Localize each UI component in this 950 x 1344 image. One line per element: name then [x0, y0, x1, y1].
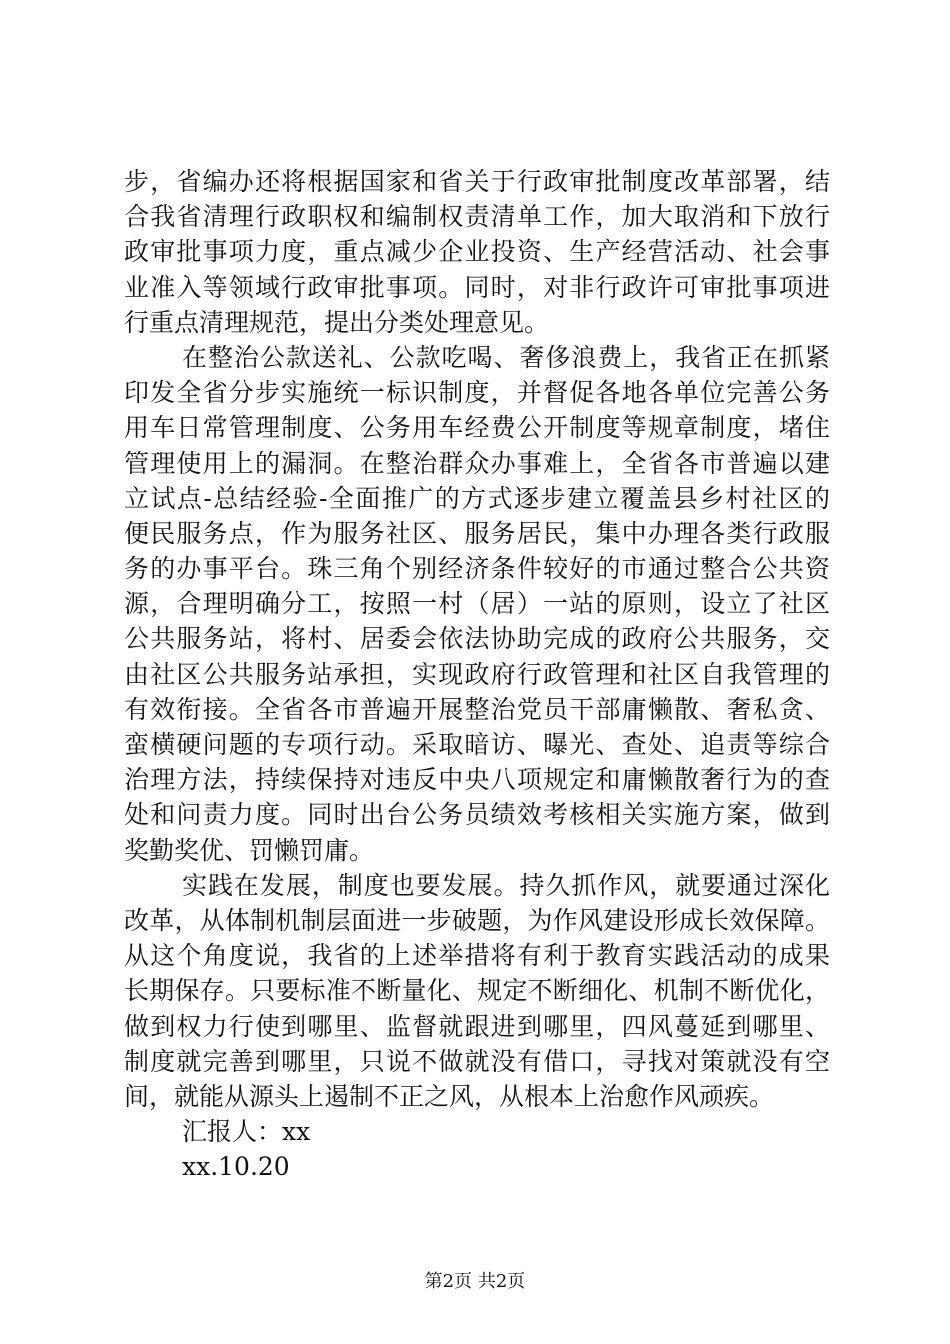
text-line: 源，合理明确分工，按照一村（居）一站的原则，设立了社区 [124, 589, 830, 619]
text-line: 实践在发展，制度也要发展。持久抓作风，就要通过深化 [182, 870, 830, 900]
text-line: 政审批事项力度，重点减少企业投资、生产经营活动、社会事 [124, 237, 830, 267]
paragraph-1 [124, 164, 830, 340]
page-number-footer: 第2页 共2页 [424, 1271, 526, 1292]
text-line: 用车日常管理制度、公务用车经费公开制度等规章制度，堵住 [124, 413, 830, 443]
text-line: 有效衔接。全省各市普遍开展整治党员干部庸懒散、奢私贪、 [124, 694, 830, 724]
text-line: 由社区公共服务站承担，实现政府行政管理和社区自我管理的 [124, 659, 830, 689]
text-line: 间，就能从源头上遏制不正之风，从根本上治愈作风顽疾。 [124, 1081, 775, 1111]
text-line: 奖勤奖优、罚懒罚庸。 [124, 835, 375, 865]
text-line: 合我省清理行政职权和编制权责清单工作，加大取消和下放行 [124, 202, 830, 232]
document-body [124, 164, 830, 1184]
text-line: 改革，从体制机制层面进一步破题，为作风建设形成长效保障。 [124, 905, 830, 935]
text-line: 治理方法，持续保持对违反中央八项规定和庸懒散奢行为的查 [124, 765, 830, 795]
text-line: 便民服务点，作为服务社区、服务居民，集中办理各类行政服 [124, 518, 830, 548]
text-line: 行重点清理规范，提出分类处理意见。 [124, 307, 550, 337]
text-line: 处和问责力度。同时出台公务员绩效考核相关实施方案，做到 [124, 800, 830, 830]
text-line: 管理使用上的漏洞。在整治群众办事难上，全省各市普遍以建 [124, 448, 830, 478]
text-line: 从这个角度说，我省的上述举措将有利于教育实践活动的成果 [124, 941, 830, 971]
text-line: 蛮横硬问题的专项行动。采取暗访、曝光、查处、追责等综合 [124, 730, 830, 759]
report-date: xx.10.20 [182, 1152, 290, 1182]
text-line: 制度就完善到哪里，只说不做就没有借口，寻找对策就没有空 [124, 1046, 830, 1076]
text-line: 在整治公款送礼、公款吃喝、奢侈浪费上，我省正在抓紧 [182, 342, 830, 372]
text-line: 业准入等领域行政审批事项。同时，对非行政许可审批事项进 [124, 272, 830, 302]
text-line: 步，省编办还将根据国家和省关于行政审批制度改革部署，结 [124, 167, 830, 196]
text-line: 立试点-总结经验-全面推广的方式逐步建立覆盖县乡村社区的 [124, 483, 830, 513]
text-line: 长期保存。只要标准不断量化、规定不断细化、机制不断优化， [124, 976, 830, 1006]
text-line: 公共服务站，将村、居委会依法协助完成的政府公共服务，交 [124, 624, 830, 654]
text-line: 务的办事平台。珠三角个别经济条件较好的市通过整合公共资 [124, 554, 830, 584]
paragraph-3 [124, 868, 830, 1114]
paragraph-2 [124, 340, 830, 868]
text-line: 印发全省分步实施统一标识制度，并督促各地各单位完善公务 [124, 378, 830, 408]
text-line: 做到权力行使到哪里、监督就跟进到哪里，四风蔓延到哪里、 [124, 1011, 830, 1041]
reporter-line: 汇报人：xx [182, 1117, 311, 1147]
